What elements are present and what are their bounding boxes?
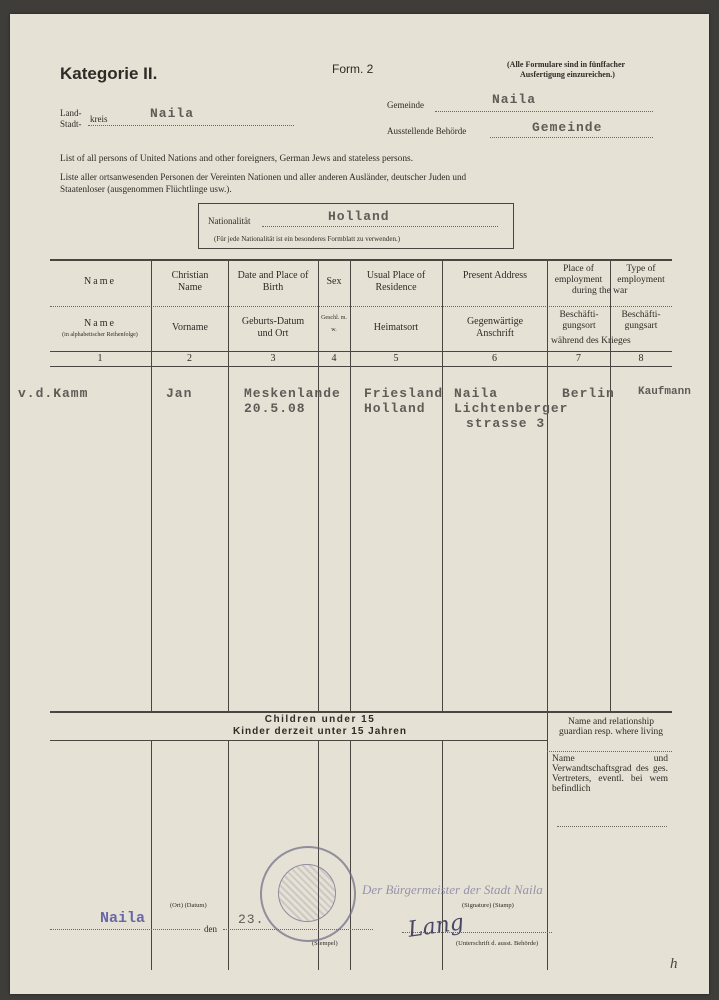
col-8-header-de: Beschäfti-gungsart: [621, 310, 661, 331]
footer-stamp-label: (Stempel): [312, 940, 338, 947]
form-number: Form. 2: [332, 62, 374, 76]
behoerde-line: [490, 137, 653, 138]
footer-date-label: (Ort) (Datum): [170, 902, 207, 909]
signer-stamp: Der Bürgermeister der Stadt Naila: [362, 882, 543, 897]
official-seal-inner: [278, 864, 336, 922]
footer-den: den: [204, 924, 217, 934]
table-header-divider: [50, 306, 672, 307]
children-col-4: [350, 740, 351, 970]
gemeinde-value: Naila: [492, 92, 537, 107]
entry-address-3: strasse 3: [466, 416, 546, 431]
col-4-header-en: Sex: [326, 276, 342, 287]
behoerde-label: Ausstellende Behörde: [387, 126, 467, 136]
col-sep-4: [350, 259, 351, 711]
footer-place: Naila: [100, 910, 146, 927]
col-2-number: 2: [187, 353, 192, 364]
col-7-header-en: Place of employment: [554, 264, 603, 285]
children-title-en: Children under 15: [264, 714, 376, 725]
col-6-number: 6: [492, 353, 497, 364]
col-4-header-de: Geschl. m. w.: [321, 315, 347, 333]
col-sep-5: [442, 259, 443, 711]
col-1-header-en: Name: [84, 276, 116, 287]
children-col-2: [228, 740, 229, 970]
table-num-top: [50, 351, 672, 352]
col-8-number: 8: [638, 353, 644, 364]
col-1-header-de-sub: (in alphabetischer Reihenfolge): [62, 332, 138, 338]
entry-birth-place: Meskenlande: [244, 386, 341, 401]
during-war-de-label: während des Krieges: [551, 336, 631, 346]
guardian-line: [557, 826, 667, 827]
children-col-1: [151, 740, 152, 970]
during-war-label: during the war: [572, 286, 628, 296]
handwritten-signature: Lang: [406, 910, 466, 943]
entry-address-1: Naila: [454, 386, 499, 401]
intro-english: List of all persons of United Nations and other foreigners, German Jews and stateless persons.: [60, 154, 414, 164]
intro-german-2: Staatenloser (ausgenommen Flüchtlinge usw.).: [60, 184, 232, 194]
col-sep-3: [318, 259, 319, 711]
col-7-number: 7: [576, 353, 581, 364]
col-1-header-de: Name: [84, 318, 116, 329]
col-6-header-de: Gegenwärtige Anschrift: [466, 316, 524, 339]
col-6-header-en: Present Address: [462, 270, 528, 281]
col-2-header-en: Christian Name: [171, 270, 209, 293]
table-top-rule: [50, 259, 672, 261]
col-5-header-de: Heimatsort: [373, 322, 419, 333]
gemeinde-line: [435, 111, 653, 112]
col-sep-6: [547, 259, 548, 711]
entry-address-2: Lichtenberger: [454, 401, 569, 416]
col-5-header-en: Usual Place of Residence: [366, 270, 426, 293]
col-sep-7: [610, 259, 611, 711]
entry-residence-2: Holland: [364, 401, 426, 416]
col-1-number: 1: [97, 353, 103, 364]
nationality-note: (Für jede Nationalität ist ein besonderes Formblatt zu verwenden.): [214, 235, 401, 243]
col-7-header-de: Beschäfti-gungsort: [559, 310, 599, 331]
col-sep-2: [228, 259, 229, 711]
children-title-de: Kinder derzeit unter 15 Jahren: [233, 726, 407, 737]
form-note-2: Ausfertigung einzureichen.): [520, 70, 615, 79]
form-note-1: (Alle Formulare sind in fünffacher: [507, 60, 626, 69]
entry-residence-1: Friesland: [364, 386, 444, 401]
guardian-header-en: Name and relationship guardian resp. where living: [559, 717, 663, 737]
stadt-label: Stadt-: [60, 119, 82, 129]
footer-date: 23.: [238, 912, 265, 927]
col-4-number: 4: [331, 353, 337, 364]
kreis-label: kreis: [90, 114, 108, 124]
entry-vorname: Jan: [166, 386, 193, 401]
col-5-number: 5: [393, 353, 399, 364]
behoerde-value: Gemeinde: [532, 120, 603, 135]
col-3-number: 3: [270, 353, 276, 364]
gemeinde-label: Gemeinde: [387, 100, 424, 110]
footer-official-label: (Unterschrift d. ausst. Behörde): [456, 940, 539, 947]
kreis-value: Naila: [150, 106, 195, 121]
col-3-header-de: Geburts-Datum und Ort: [241, 316, 305, 339]
entry-employment-place: Berlin: [562, 386, 615, 401]
guardian-header-de: Name und Verwandtschaftsgrad des ges. Vertreters, eventl. bei wem befindlich: [552, 754, 668, 794]
entry-birth-date: 20.5.08: [244, 401, 306, 416]
entry-employment-type: Kaufmann: [638, 386, 691, 398]
entry-name: v.d.Kamm: [18, 386, 89, 401]
form-sheet: [10, 14, 709, 994]
col-8-header-en: Type of employment: [617, 264, 665, 285]
corner-mark: h: [670, 956, 678, 972]
footer-signature-label: (Signature) (Stamp): [462, 902, 514, 909]
col-sep-1: [151, 259, 152, 711]
children-rule: [50, 740, 547, 741]
nationality-line: [262, 226, 498, 227]
form-title: Kategorie II.: [60, 64, 158, 83]
land-label: Land-: [60, 108, 82, 118]
col-2-header-de: Vorname: [172, 322, 208, 333]
table-num-bottom: [50, 366, 672, 367]
footer-place-line: [50, 929, 200, 930]
table-bottom-rule: [50, 711, 672, 713]
nationality-label: Nationalität: [208, 216, 251, 226]
guardian-divider: [547, 751, 672, 752]
intro-german-1: Liste aller ortsanwesenden Personen der Vereinten Nationen und aller anderen Ausländer, deutscher Juden und: [60, 172, 467, 182]
nationality-value: Holland: [328, 209, 390, 224]
col-3-header-en: Date and Place of Birth: [237, 270, 309, 293]
kreis-line: [88, 125, 294, 126]
